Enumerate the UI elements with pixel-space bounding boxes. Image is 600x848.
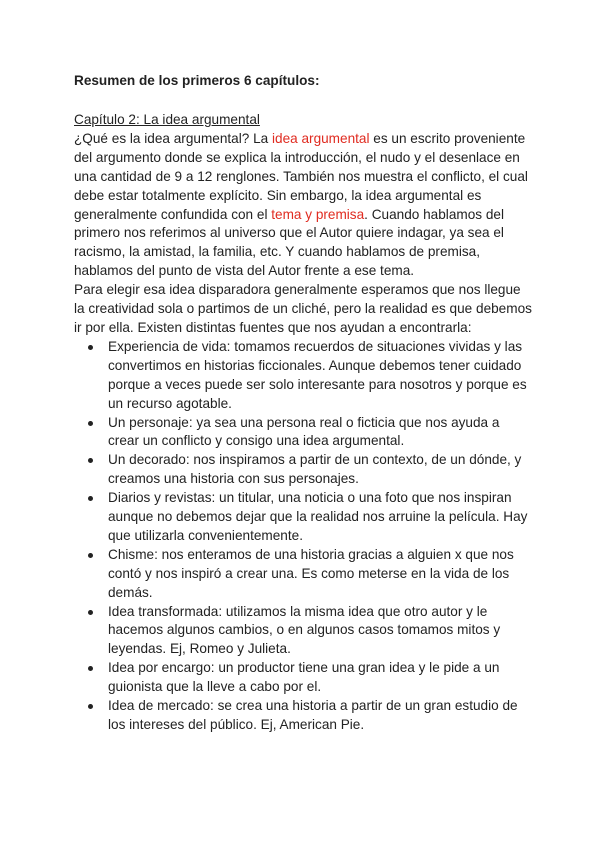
list-item	[74, 697, 534, 735]
paragraph-idea-argumental	[74, 130, 534, 281]
bullet-icon	[88, 345, 93, 350]
bullet-icon	[88, 666, 93, 671]
document-page	[74, 72, 534, 735]
list-item-text: Diarios y revistas: un titular, una noticia o una foto que nos inspiran aunque no debemos dejar que la realidad nos arruine la película. Hay que utilizarla convenientemente.	[108, 490, 528, 543]
highlight-tema-premisa: tema y premisa	[271, 206, 365, 222]
bullet-icon	[88, 421, 93, 426]
sources-list	[74, 338, 534, 735]
bullet-icon	[88, 496, 93, 501]
list-item-text: Idea de mercado: se crea una historia a partir de un gran estudio de los intereses del público. Ej, American Pie.	[108, 698, 518, 732]
bullet-icon	[88, 610, 93, 615]
list-item-text: Idea por encargo: un productor tiene una gran idea y le pide a un guionista que la lleve a cabo por el.	[108, 660, 500, 695]
list-item-text: Experiencia de vida: tomamos recuerdos de situaciones vividas y las convertimos en historias ficcionales. Aunque debemos tener cuidado porque a veces puede ser solo interesante para nosotros y porque es un recurso agotable.	[108, 338, 527, 411]
paragraph-fuentes-intro: Para elegir esa idea disparadora generalmente esperamos que nos llegue la creatividad sola o partimos de un cliché, pero la realidad es que debemos ir por ella. Existen distintas fuentes que nos ayudan a encontrarla:	[74, 282, 532, 335]
list-item-text: Un personaje: ya sea una persona real o ficticia que nos ayuda a crear un conflicto y consigo una idea argumental.	[108, 414, 500, 449]
list-item	[74, 489, 534, 546]
list-item	[74, 546, 534, 603]
list-item-text: Idea transformada: utilizamos la misma idea que otro autor y le hacemos algunos cambios, o en algunos casos tomamos mitos y leyendas. Ej, Romeo y Julieta.	[108, 603, 501, 657]
list-item	[74, 659, 534, 697]
paragraph-text: . Cuando hablamos del primero nos referimos al universo que el Autor quiere indagar, ya sea el racismo, la amistad, la familia, etc. Y cuando hablamos de premisa, hablamos del punto de vista del Autor frente a ese tema.	[74, 206, 504, 279]
list-item-text: Chisme: nos enteramos de una historia gracias a alguien x que nos contó y nos inspiró a crear una. Es como meterse en la vida de los demás.	[108, 546, 514, 600]
list-item	[74, 603, 534, 660]
paragraph-text: es un escrito proveniente del argumento donde se explica la introducción, el nudo y el desenlace en una cantidad de 9 a 12 renglones. También nos muestra el conflicto, el cual debe estar totalmente explícito. Sin embargo, la idea argumental es generalmente confundida con el	[74, 130, 528, 222]
list-item	[74, 414, 534, 452]
list-item	[74, 338, 534, 414]
paragraph-text: ¿Qué es la idea argumental? La	[74, 130, 272, 146]
bullet-icon	[88, 704, 93, 709]
chapter-heading: Capítulo 2: La idea argumental	[74, 112, 260, 127]
document-title: Resumen de los primeros 6 capítulos:	[74, 73, 320, 88]
bullet-icon	[88, 553, 93, 558]
list-item	[74, 451, 534, 489]
highlight-idea-argumental: idea argumental	[272, 130, 370, 146]
bullet-icon	[88, 458, 93, 463]
blank-line	[74, 91, 534, 111]
list-item-text: Un decorado: nos inspiramos a partir de un contexto, de un dónde, y creamos una historia con sus personajes.	[108, 452, 522, 487]
